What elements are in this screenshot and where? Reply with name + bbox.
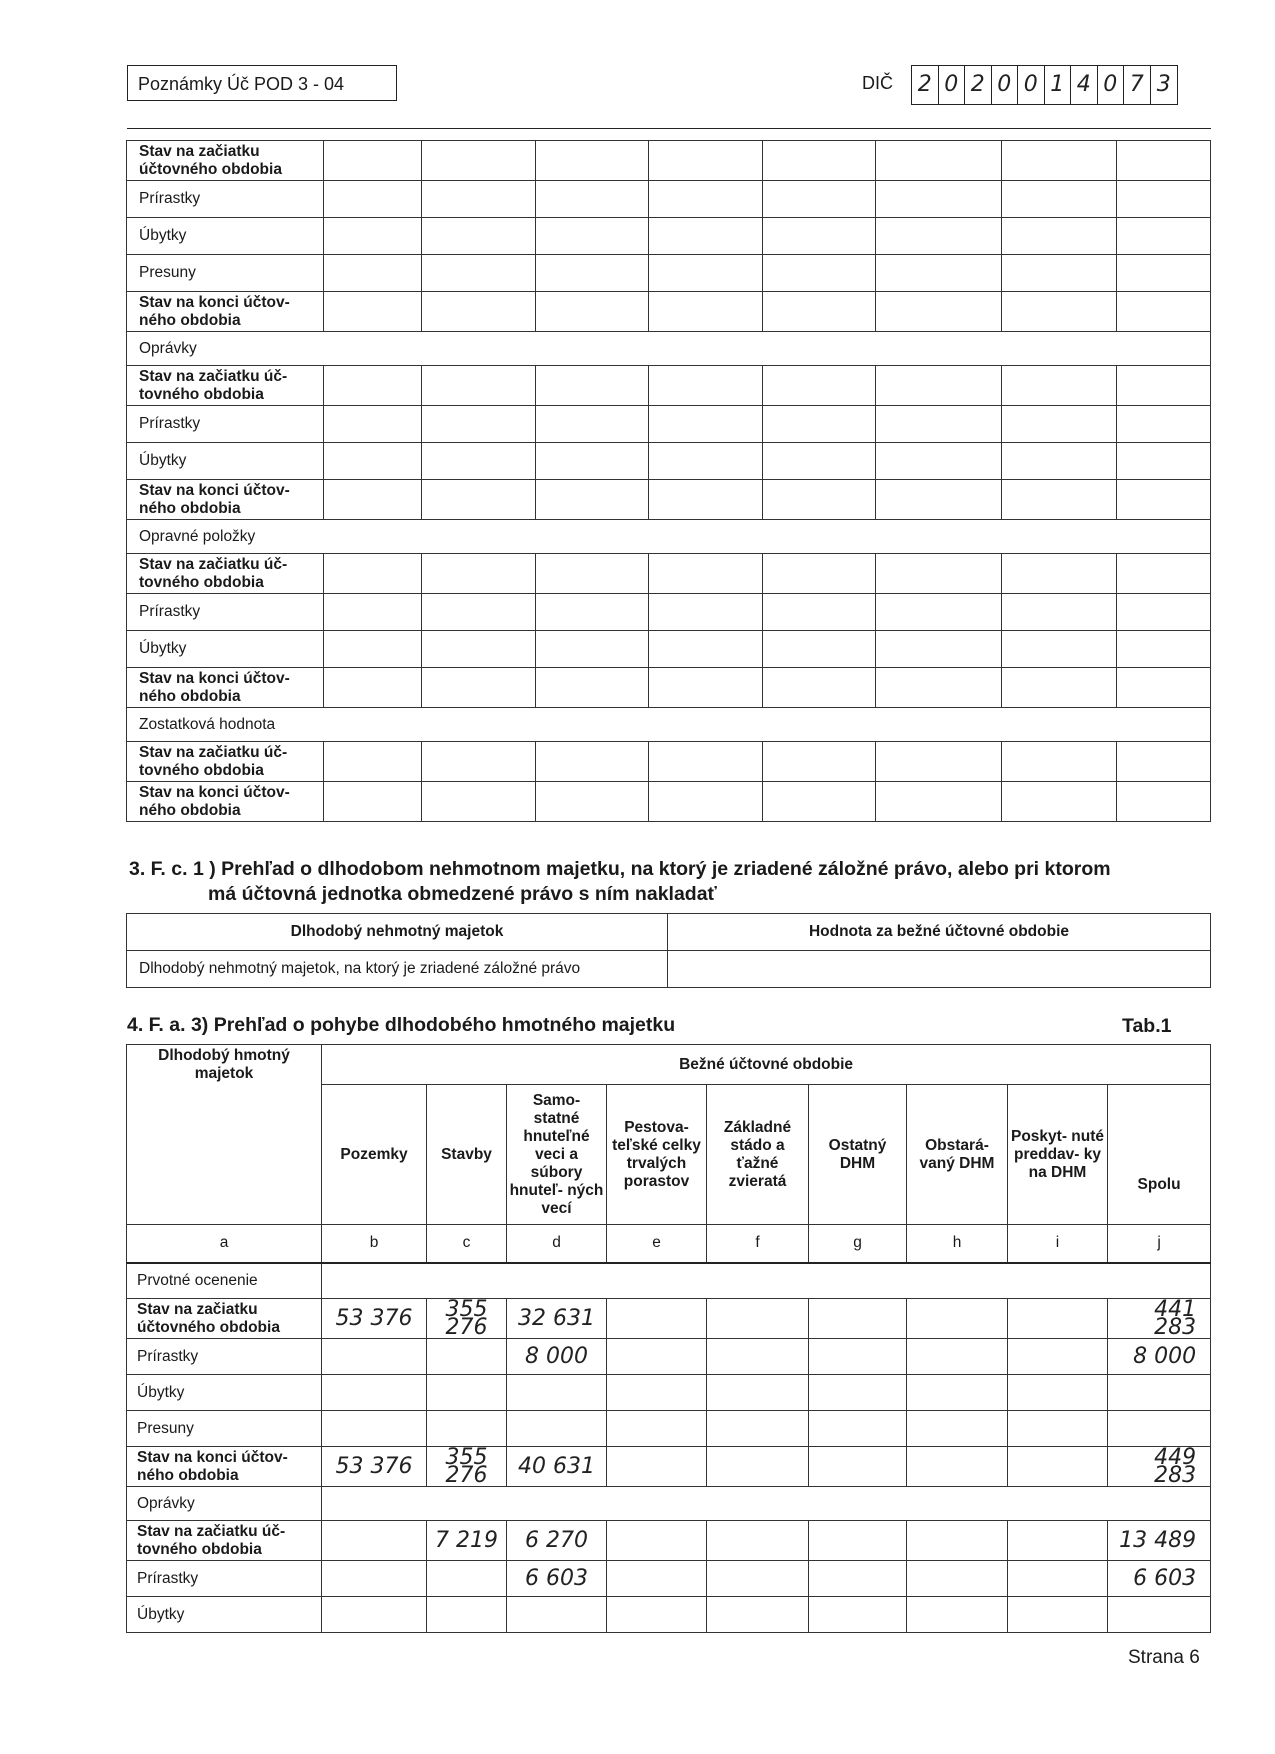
value-cell [907, 1561, 1008, 1597]
table-row [127, 218, 1211, 255]
value-cell: 32 631 [507, 1299, 607, 1339]
value-cell: 441 283 [1108, 1299, 1211, 1339]
value-cell [649, 292, 763, 332]
section-spacer [322, 1487, 1211, 1521]
column-header: Poskyt- nuté preddav- ky na DHM [1008, 1085, 1108, 1225]
value-cell [607, 1339, 707, 1375]
row-label: Úbytky [127, 218, 324, 255]
form-title-box [127, 65, 397, 101]
row-label: Stav na konci účtov- ného obdobia [127, 292, 324, 332]
value-cell [536, 631, 649, 668]
value-cell [809, 1447, 907, 1487]
value-cell [422, 181, 536, 218]
value-cell [649, 443, 763, 480]
value-cell [1008, 1561, 1108, 1597]
value-cell [876, 255, 1002, 292]
value-cell [1002, 742, 1117, 782]
value-cell [876, 292, 1002, 332]
value-cell [1117, 255, 1211, 292]
value-cell [536, 292, 649, 332]
row-label: Úbytky [127, 1375, 322, 1411]
value-cell [809, 1339, 907, 1375]
value-cell: 6 603 [1108, 1561, 1211, 1597]
value-cell [763, 218, 876, 255]
value-cell [907, 1339, 1008, 1375]
value-cell [507, 1375, 607, 1411]
column-letter: f [707, 1225, 809, 1263]
row-label: Stav na konci účtov- ného obdobia [127, 668, 324, 708]
value-cell [649, 480, 763, 520]
value-cell [763, 782, 876, 822]
value-cell [324, 218, 422, 255]
value-cell [1008, 1521, 1108, 1561]
column-header: Obstará- vaný DHM [907, 1085, 1008, 1225]
value-cell [876, 141, 1002, 181]
value-cell [322, 1561, 427, 1597]
value-cell [809, 1299, 907, 1339]
value-cell [422, 141, 536, 181]
period-header: Bežné účtovné obdobie [322, 1045, 1211, 1085]
value-cell [763, 141, 876, 181]
table-row [127, 1487, 1211, 1521]
row-label: Stav na začiatku úč- tovného obdobia [127, 554, 324, 594]
value-cell [809, 1561, 907, 1597]
value-cell [536, 594, 649, 631]
table-row [127, 554, 1211, 594]
value-cell [649, 218, 763, 255]
value-cell: 8 000 [507, 1339, 607, 1375]
dic-digit: 4 [1071, 66, 1098, 104]
value-cell [763, 443, 876, 480]
value-cell [536, 443, 649, 480]
table-row [127, 782, 1211, 822]
value-cell [876, 594, 1002, 631]
section3-title-line2: má účtovná jednotka obmedzené právo s ním nakladať [208, 883, 717, 905]
column-header: Ostatný DHM [809, 1085, 907, 1225]
row-label: Opravné položky [127, 520, 1211, 554]
value-cell [324, 554, 422, 594]
value-cell [324, 594, 422, 631]
value-cell [1117, 480, 1211, 520]
value-cell [536, 782, 649, 822]
value-cell [649, 668, 763, 708]
value-cell [649, 406, 763, 443]
dic-digit: 7 [1124, 66, 1151, 104]
value-cell [1002, 292, 1117, 332]
value-cell [707, 1375, 809, 1411]
value-cell [324, 255, 422, 292]
value-cell [876, 631, 1002, 668]
value-cell [536, 141, 649, 181]
value-cell [707, 1411, 809, 1447]
value-cell [422, 218, 536, 255]
value-cell [322, 1411, 427, 1447]
value-cell [427, 1561, 507, 1597]
column-letter: g [809, 1225, 907, 1263]
value-cell [324, 141, 422, 181]
value-cell [876, 742, 1002, 782]
value-cell [907, 1375, 1008, 1411]
value-cell [322, 1339, 427, 1375]
value-cell: 53 376 [322, 1447, 427, 1487]
tab-label: Tab.1 [1122, 1015, 1172, 1037]
table-row [127, 181, 1211, 218]
table-row [127, 1521, 1211, 1561]
table-row [127, 255, 1211, 292]
row-label: Presuny [127, 255, 324, 292]
dic-digit: 0 [992, 66, 1019, 104]
value-cell [427, 1411, 507, 1447]
table-row [127, 1561, 1211, 1597]
value-cell [763, 594, 876, 631]
value-cell [876, 181, 1002, 218]
value-cell [1108, 1375, 1211, 1411]
row-label: Stav na začiatku účtovného obdobia [127, 1299, 322, 1339]
value-cell [322, 1521, 427, 1561]
table-row [127, 631, 1211, 668]
value-cell [422, 406, 536, 443]
header-divider [127, 128, 1211, 129]
dic-digit: 0 [1018, 66, 1045, 104]
value-cell [1117, 782, 1211, 822]
value-cell [1117, 292, 1211, 332]
row-label: Prírastky [127, 181, 324, 218]
row-label: Stav na konci účtov- ného obdobia [127, 1447, 322, 1487]
value-cell [422, 742, 536, 782]
row-label: Stav na začiatku úč- tovného obdobia [127, 742, 324, 782]
value-cell [607, 1521, 707, 1561]
table-row [127, 332, 1211, 366]
table-row [127, 292, 1211, 332]
value-cell [763, 480, 876, 520]
value-cell [324, 292, 422, 332]
row-label: Prírastky [127, 1561, 322, 1597]
table-row [127, 1411, 1211, 1447]
row-label: Prvotné ocenenie [127, 1263, 322, 1299]
asset-header: Dlhodobý hmotný majetok [127, 1045, 322, 1085]
value-cell [707, 1299, 809, 1339]
value-cell [1117, 554, 1211, 594]
table-row [127, 742, 1211, 782]
value-cell [1002, 480, 1117, 520]
value-cell [607, 1375, 707, 1411]
value-cell [907, 1521, 1008, 1561]
column-letter: i [1008, 1225, 1108, 1263]
value-cell [1002, 218, 1117, 255]
value-cell [707, 1447, 809, 1487]
table-row [127, 443, 1211, 480]
value-cell [876, 554, 1002, 594]
table-row [127, 1299, 1211, 1339]
value-cell [1117, 742, 1211, 782]
value-cell [422, 782, 536, 822]
value-cell [649, 366, 763, 406]
value-cell [1117, 218, 1211, 255]
value-cell [422, 594, 536, 631]
tangible-movement-table [126, 1044, 1211, 1633]
value-cell [507, 1411, 607, 1447]
value-cell [763, 631, 876, 668]
value-cell [324, 631, 422, 668]
col-header-value: Hodnota za bežné účtovné obdobie [668, 914, 1211, 951]
table-row [127, 141, 1211, 181]
form-title: Poznámky Úč POD 3 - 04 [138, 74, 345, 94]
value-cell [507, 1597, 607, 1633]
value-cell [763, 406, 876, 443]
value-cell [763, 554, 876, 594]
value-cell [649, 554, 763, 594]
row-label: Prírastky [127, 406, 324, 443]
column-header: Stavby [427, 1085, 507, 1225]
table-row [127, 708, 1211, 742]
value-cell [1008, 1447, 1108, 1487]
value-cell [322, 1375, 427, 1411]
value-cell [876, 218, 1002, 255]
value-cell [1117, 631, 1211, 668]
value-cell [809, 1597, 907, 1633]
row-label: Stav na konci účtov- ného obdobia [127, 782, 324, 822]
value-cell [763, 181, 876, 218]
value-cell [649, 782, 763, 822]
row-label: Stav na začiatku úč- tovného obdobia [127, 366, 324, 406]
value-cell [763, 366, 876, 406]
value-cell [876, 480, 1002, 520]
value-cell [422, 255, 536, 292]
row-label: Stav na začiatku účtovného obdobia [127, 141, 324, 181]
value-cell [1117, 181, 1211, 218]
value-cell [1002, 594, 1117, 631]
column-letter: c [427, 1225, 507, 1263]
value-cell [1117, 406, 1211, 443]
table-row [127, 1263, 1211, 1299]
page-number: Strana 6 [1128, 1647, 1200, 1668]
dic-digit: 2 [912, 66, 939, 104]
value-cell [1008, 1375, 1108, 1411]
value-cell [422, 292, 536, 332]
value-cell [809, 1521, 907, 1561]
value-cell [1002, 782, 1117, 822]
value-cell: 53 376 [322, 1299, 427, 1339]
value-cell [536, 668, 649, 708]
value-cell: 8 000 [1108, 1339, 1211, 1375]
value-cell [536, 480, 649, 520]
dic-digit: 0 [939, 66, 966, 104]
value-cell: 40 631 [507, 1447, 607, 1487]
row-value-pledged [668, 951, 1211, 988]
value-cell [427, 1375, 507, 1411]
row-label: Zostatková hodnota [127, 708, 1211, 742]
value-cell [422, 480, 536, 520]
column-header: Pestova- teľské celky trvalých porastov [607, 1085, 707, 1225]
value-cell [1002, 366, 1117, 406]
value-cell [907, 1597, 1008, 1633]
row-label: Prírastky [127, 1339, 322, 1375]
value-cell [422, 631, 536, 668]
col-header-intangible: Dlhodobý nehmotný majetok [127, 914, 668, 951]
value-cell [607, 1561, 707, 1597]
table-row [127, 1375, 1211, 1411]
value-cell [324, 782, 422, 822]
column-letter: e [607, 1225, 707, 1263]
column-letter: a [127, 1225, 322, 1263]
value-cell: 7 219 [427, 1521, 507, 1561]
value-cell [1002, 443, 1117, 480]
column-header: Spolu [1108, 1085, 1211, 1225]
dic-digit: 0 [1098, 66, 1125, 104]
value-cell: 355 276 [427, 1299, 507, 1339]
value-cell [536, 181, 649, 218]
value-cell [707, 1339, 809, 1375]
value-cell [1002, 631, 1117, 668]
value-cell [1008, 1411, 1108, 1447]
value-cell [907, 1299, 1008, 1339]
row-label: Presuny [127, 1411, 322, 1447]
value-cell: 13 489 [1108, 1521, 1211, 1561]
value-cell [907, 1447, 1008, 1487]
value-cell [649, 181, 763, 218]
section4-title: 4. F. a. 3) Prehľad o pohybe dlhodobého hmotného majetku [127, 1014, 676, 1036]
value-cell [324, 406, 422, 443]
table-row [127, 406, 1211, 443]
value-cell [1108, 1411, 1211, 1447]
value-cell: 449 283 [1108, 1447, 1211, 1487]
value-cell [1002, 141, 1117, 181]
row-label: Úbytky [127, 1597, 322, 1633]
value-cell [1117, 443, 1211, 480]
value-cell [876, 668, 1002, 708]
value-cell [707, 1561, 809, 1597]
row-label: Oprávky [127, 332, 1211, 366]
value-cell [649, 631, 763, 668]
value-cell [324, 668, 422, 708]
value-cell [707, 1597, 809, 1633]
table-row [127, 1447, 1211, 1487]
value-cell [876, 782, 1002, 822]
value-cell [536, 742, 649, 782]
value-cell [422, 554, 536, 594]
value-cell [1117, 594, 1211, 631]
row-label: Úbytky [127, 443, 324, 480]
value-cell [324, 443, 422, 480]
value-cell [324, 181, 422, 218]
value-cell [1117, 668, 1211, 708]
value-cell [324, 742, 422, 782]
row-label: Stav na konci účtov- ného obdobia [127, 480, 324, 520]
table-row [127, 366, 1211, 406]
row-label: Stav na začiatku úč- tovného obdobia [127, 1521, 322, 1561]
value-cell [649, 141, 763, 181]
dic-label: DIČ [862, 73, 893, 93]
table-row [127, 594, 1211, 631]
value-cell [1008, 1339, 1108, 1375]
dic-digit-boxes [911, 65, 1178, 105]
value-cell: 6 270 [507, 1521, 607, 1561]
value-cell [607, 1299, 707, 1339]
column-letter: h [907, 1225, 1008, 1263]
value-cell [763, 292, 876, 332]
table-row [127, 480, 1211, 520]
value-cell [536, 554, 649, 594]
value-cell [422, 668, 536, 708]
value-cell [876, 366, 1002, 406]
value-cell [422, 366, 536, 406]
value-cell [876, 443, 1002, 480]
value-cell [649, 742, 763, 782]
value-cell [324, 366, 422, 406]
value-cell: 6 603 [507, 1561, 607, 1597]
dic-digit: 2 [965, 66, 992, 104]
value-cell [649, 594, 763, 631]
value-cell [1002, 255, 1117, 292]
value-cell [649, 255, 763, 292]
value-cell [876, 406, 1002, 443]
value-cell [324, 480, 422, 520]
table-row [127, 520, 1211, 554]
pledged-intangible-table [126, 913, 1211, 988]
table-row [127, 668, 1211, 708]
value-cell [809, 1375, 907, 1411]
value-cell [763, 668, 876, 708]
value-cell [1008, 1299, 1108, 1339]
section-spacer [322, 1263, 1211, 1299]
column-header: Samo- statné hnuteľné veci a súbory hnuteľ- ných vecí [507, 1085, 607, 1225]
table-row [127, 1597, 1211, 1633]
value-cell [1002, 554, 1117, 594]
value-cell [1108, 1597, 1211, 1633]
value-cell [707, 1521, 809, 1561]
value-cell [607, 1411, 707, 1447]
value-cell [1002, 406, 1117, 443]
value-cell [763, 742, 876, 782]
column-letter: d [507, 1225, 607, 1263]
table-row [127, 1339, 1211, 1375]
dic-digit: 1 [1045, 66, 1072, 104]
column-letter: b [322, 1225, 427, 1263]
value-cell [427, 1339, 507, 1375]
value-cell [763, 255, 876, 292]
section3-title-line1: 3. F. c. 1 ) Prehľad o dlhodobom nehmotnom majetku, na ktorý je zriadené záložné právo, alebo pri ktorom [129, 858, 1111, 880]
row-label-pledged: Dlhodobý nehmotný majetok, na ktorý je zriadené záložné právo [127, 951, 668, 988]
value-cell [536, 406, 649, 443]
value-cell [536, 218, 649, 255]
value-cell: 355 276 [427, 1447, 507, 1487]
value-cell [1002, 668, 1117, 708]
value-cell [607, 1447, 707, 1487]
dic-digit: 3 [1156, 72, 1171, 97]
value-cell [1002, 181, 1117, 218]
value-cell [1117, 366, 1211, 406]
value-cell [607, 1597, 707, 1633]
row-label: Oprávky [127, 1487, 322, 1521]
value-cell [536, 366, 649, 406]
top-movement-table [126, 140, 1211, 822]
column-letter: j [1108, 1225, 1211, 1263]
value-cell [536, 255, 649, 292]
value-cell [427, 1597, 507, 1633]
value-cell [907, 1411, 1008, 1447]
value-cell [422, 443, 536, 480]
row-label: Úbytky [127, 631, 324, 668]
value-cell [1117, 141, 1211, 181]
value-cell [322, 1597, 427, 1633]
row-label: Prírastky [127, 594, 324, 631]
value-cell [809, 1411, 907, 1447]
asset-header-spacer [127, 1085, 322, 1225]
column-header: Pozemky [322, 1085, 427, 1225]
value-cell [1008, 1597, 1108, 1633]
column-header: Základné stádo a ťažné zvieratá [707, 1085, 809, 1225]
